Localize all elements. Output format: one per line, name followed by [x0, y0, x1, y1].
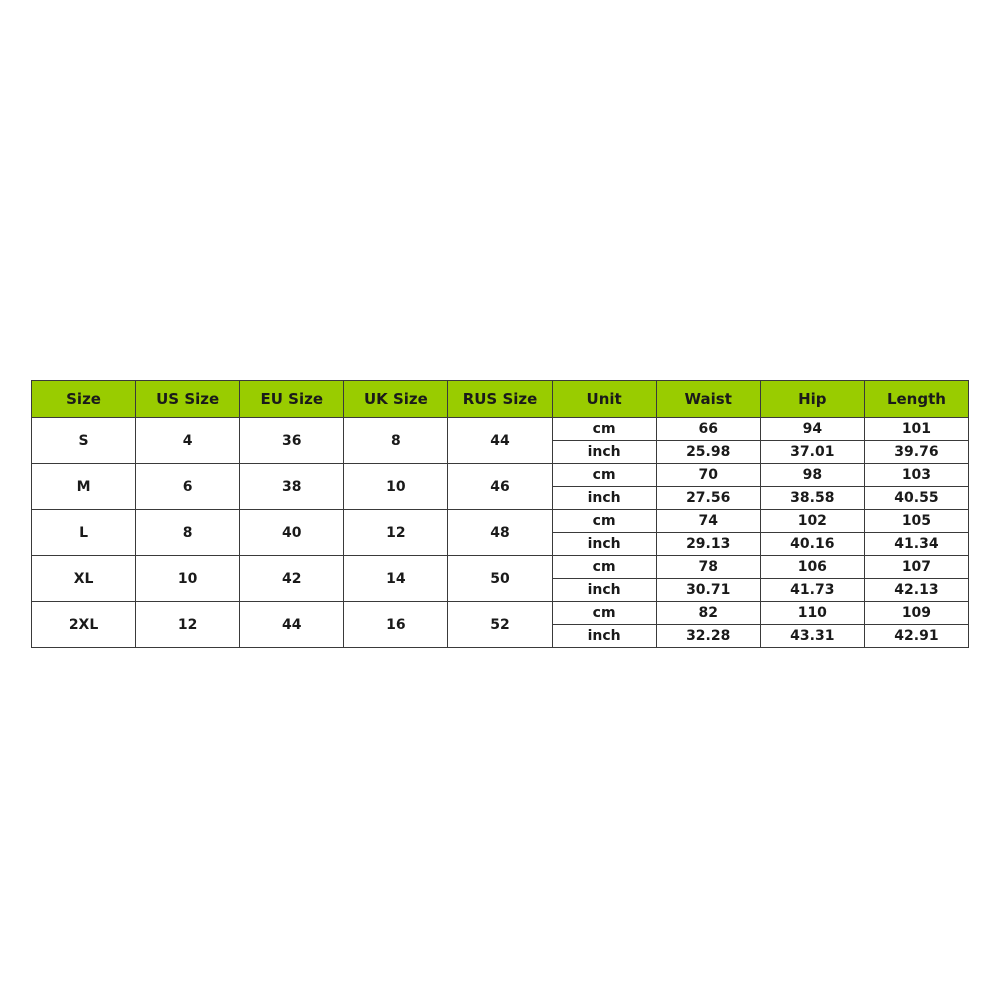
hip-cell: 106 [760, 556, 864, 579]
hip-cell: 94 [760, 418, 864, 441]
header-eu-size: EU Size [240, 381, 344, 418]
table-row [32, 464, 969, 487]
header-row [32, 381, 969, 418]
unit-cell: cm [552, 464, 656, 487]
unit-cell: inch [552, 441, 656, 464]
hip-cell: 40.16 [760, 533, 864, 556]
waist-cell: 82 [656, 602, 760, 625]
unit-cell: inch [552, 487, 656, 510]
rus-size-cell: 48 [448, 510, 552, 556]
unit-cell: inch [552, 533, 656, 556]
header-unit: Unit [552, 381, 656, 418]
eu-size-cell: 42 [240, 556, 344, 602]
header-length: Length [864, 381, 968, 418]
waist-cell: 25.98 [656, 441, 760, 464]
length-cell: 105 [864, 510, 968, 533]
header-size: Size [32, 381, 136, 418]
waist-cell: 27.56 [656, 487, 760, 510]
hip-cell: 38.58 [760, 487, 864, 510]
uk-size-cell: 8 [344, 418, 448, 464]
hip-cell: 37.01 [760, 441, 864, 464]
rus-size-cell: 44 [448, 418, 552, 464]
length-cell: 42.13 [864, 579, 968, 602]
uk-size-cell: 12 [344, 510, 448, 556]
eu-size-cell: 44 [240, 602, 344, 648]
length-cell: 42.91 [864, 625, 968, 648]
us-size-cell: 12 [136, 602, 240, 648]
waist-cell: 74 [656, 510, 760, 533]
hip-cell: 41.73 [760, 579, 864, 602]
size-cell: XL [32, 556, 136, 602]
waist-cell: 78 [656, 556, 760, 579]
unit-cell: inch [552, 625, 656, 648]
uk-size-cell: 14 [344, 556, 448, 602]
table-row [32, 556, 969, 579]
eu-size-cell: 38 [240, 464, 344, 510]
unit-cell: cm [552, 602, 656, 625]
length-cell: 40.55 [864, 487, 968, 510]
us-size-cell: 4 [136, 418, 240, 464]
unit-cell: cm [552, 556, 656, 579]
hip-cell: 98 [760, 464, 864, 487]
header-hip: Hip [760, 381, 864, 418]
size-chart-table [31, 380, 969, 648]
us-size-cell: 6 [136, 464, 240, 510]
unit-cell: cm [552, 510, 656, 533]
table-row [32, 510, 969, 533]
size-cell: 2XL [32, 602, 136, 648]
waist-cell: 70 [656, 464, 760, 487]
uk-size-cell: 10 [344, 464, 448, 510]
length-cell: 39.76 [864, 441, 968, 464]
length-cell: 41.34 [864, 533, 968, 556]
hip-cell: 43.31 [760, 625, 864, 648]
size-cell: M [32, 464, 136, 510]
waist-cell: 66 [656, 418, 760, 441]
waist-cell: 32.28 [656, 625, 760, 648]
header-uk-size: UK Size [344, 381, 448, 418]
header-rus-size: RUS Size [448, 381, 552, 418]
header-waist: Waist [656, 381, 760, 418]
size-cell: S [32, 418, 136, 464]
uk-size-cell: 16 [344, 602, 448, 648]
us-size-cell: 8 [136, 510, 240, 556]
header-us-size: US Size [136, 381, 240, 418]
waist-cell: 30.71 [656, 579, 760, 602]
size-cell: L [32, 510, 136, 556]
waist-cell: 29.13 [656, 533, 760, 556]
eu-size-cell: 40 [240, 510, 344, 556]
eu-size-cell: 36 [240, 418, 344, 464]
rus-size-cell: 50 [448, 556, 552, 602]
unit-cell: inch [552, 579, 656, 602]
length-cell: 107 [864, 556, 968, 579]
length-cell: 103 [864, 464, 968, 487]
rus-size-cell: 46 [448, 464, 552, 510]
table-row [32, 418, 969, 441]
length-cell: 101 [864, 418, 968, 441]
hip-cell: 110 [760, 602, 864, 625]
hip-cell: 102 [760, 510, 864, 533]
table-row [32, 602, 969, 625]
length-cell: 109 [864, 602, 968, 625]
us-size-cell: 10 [136, 556, 240, 602]
rus-size-cell: 52 [448, 602, 552, 648]
unit-cell: cm [552, 418, 656, 441]
